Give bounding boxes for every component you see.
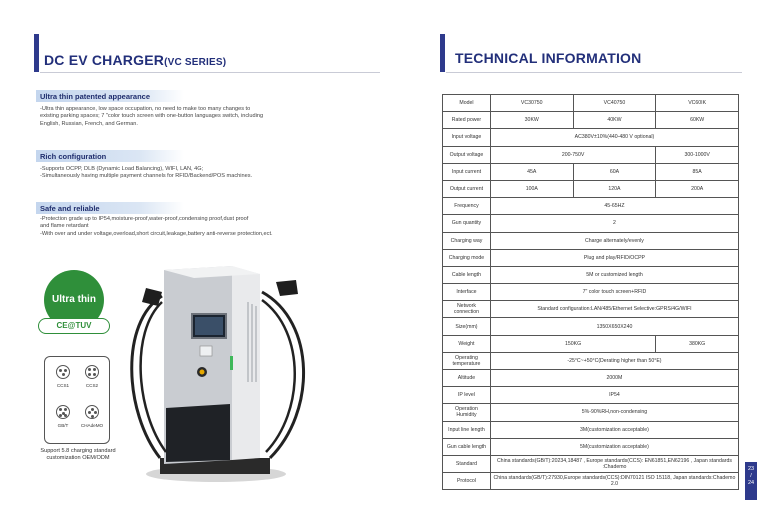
table-cell: 3M(customization acceptable) <box>490 421 738 438</box>
left-title-rule <box>40 72 380 73</box>
row-label: Charging way <box>443 232 491 249</box>
table-cell: Plug and play/RFID/OCPP <box>490 249 738 266</box>
table-cell: IP54 <box>490 387 738 404</box>
chademo-connector-icon <box>85 405 99 419</box>
row-label: Standard <box>443 455 491 472</box>
page-number-tab <box>745 462 757 500</box>
table-cell: 2 <box>490 215 738 232</box>
table-row <box>443 455 739 472</box>
page-number: 24 <box>747 480 755 486</box>
table-cell: 7" color touch screen+RFID <box>490 284 738 301</box>
table-row <box>443 198 739 215</box>
text-line: -Supports OCPP, DLB (Dynamic Load Balancing), WIFI, LAN, 4G; <box>40 166 204 172</box>
table-cell: 150KG <box>490 335 655 352</box>
right-title-rule <box>446 72 742 73</box>
table-row <box>443 232 739 249</box>
row-label: Operating temperature <box>443 352 491 369</box>
table-cell: 100A <box>490 180 573 197</box>
row-label: Output voltage <box>443 146 491 163</box>
title-main: DC EV CHARGER <box>44 52 165 68</box>
table-row <box>443 284 739 301</box>
row-label: Interface <box>443 284 491 301</box>
table-cell: 60KW <box>656 112 739 129</box>
table-cell: 45-65HZ <box>490 198 738 215</box>
table-row <box>443 180 739 197</box>
connector-label: CHAdeMO <box>80 423 104 428</box>
table-cell: 300-1000V <box>656 146 739 163</box>
table-cell: AC380V±10%(440-480 V optional) <box>490 129 738 146</box>
row-label: Altitude <box>443 370 491 387</box>
table-row <box>443 421 739 438</box>
table-cell: 85A <box>656 163 739 180</box>
ccs1-connector-icon <box>56 365 70 379</box>
text-line: English, Russian, French, and German. <box>40 120 138 127</box>
text-line: existing parking spaces; 7 "color touch screen with one-button languages switch, including <box>40 113 264 120</box>
table-row <box>443 318 739 335</box>
connector-caption: Support 5.8 charging standard customization OEM/ODM <box>40 448 116 461</box>
table-cell: 30KW <box>490 112 573 129</box>
table-cell: -25°C~+50°C(Derating higher than 50°E) <box>490 352 738 369</box>
section-text-safe-reliable <box>40 216 302 238</box>
table-row <box>443 352 739 369</box>
row-label: Weight <box>443 335 491 352</box>
table-row <box>443 473 739 490</box>
table-cell: 5%-90%RH,non-condensing <box>490 404 738 421</box>
row-label: Input line length <box>443 421 491 438</box>
table-row <box>443 249 739 266</box>
row-label: Input voltage <box>443 129 491 146</box>
row-label: Size(mm) <box>443 318 491 335</box>
table-cell: 5M(customization acceptable) <box>490 438 738 455</box>
row-label: Model <box>443 95 491 112</box>
table-cell: VC40750 <box>573 95 656 112</box>
row-label: Protocol <box>443 473 491 490</box>
row-label: Operation Humidity <box>443 404 491 421</box>
row-label: IP level <box>443 387 491 404</box>
section-text-rich-config <box>40 166 302 181</box>
row-label: Gun quantity <box>443 215 491 232</box>
table-cell: 5M or customized length <box>490 266 738 283</box>
text-line: -Simultaneously having multiple payment channels for RFID/Backend/POS machines. <box>40 173 253 180</box>
row-label: Output current <box>443 180 491 197</box>
table-row <box>443 387 739 404</box>
connector-label: CCS2 <box>85 383 99 388</box>
table-row <box>443 215 739 232</box>
table-cell: China standards(GB/T):20234,18487 , Europe standards(CCS): EN61851,EN62196 , Japan standards :Chademo <box>490 455 738 472</box>
ev-charger-illustration <box>120 262 320 484</box>
table-cell: 1350X650X240 <box>490 318 738 335</box>
table-cell: China standards(GB/T):27930,Europe standards(CCS):DIN70121 ISO 15118, Japan standards:Chademo 2.0 <box>490 473 738 490</box>
row-label: Charging mode <box>443 249 491 266</box>
row-label: Frequency <box>443 198 491 215</box>
page-number: 23 <box>747 466 755 472</box>
section-text-ultra-thin <box>40 106 302 128</box>
ultra-thin-badge: Ultra thin <box>44 270 104 330</box>
ccs2-connector-icon <box>85 365 99 379</box>
table-cell: 45A <box>490 163 573 180</box>
table-row <box>443 438 739 455</box>
page-separator: / <box>750 473 752 479</box>
row-label: Gun cable length <box>443 438 491 455</box>
table-row <box>443 95 739 112</box>
left-page-title <box>44 52 226 68</box>
cert-badge: CE@TUV <box>38 318 110 334</box>
left-title-accent-bar <box>34 34 39 72</box>
section-heading-rich-config: Rich configuration <box>36 150 184 162</box>
connector-label: CCS1 <box>56 383 70 388</box>
right-title-accent-bar <box>440 34 445 72</box>
table-cell: VC30750 <box>490 95 573 112</box>
table-cell: 40KW <box>573 112 656 129</box>
table-row <box>443 370 739 387</box>
row-label: Rated power <box>443 112 491 129</box>
table-cell: VC60IK <box>656 95 739 112</box>
connector-standards-box <box>44 356 110 444</box>
text-line: and flame retardant <box>40 223 89 230</box>
table-row <box>443 266 739 283</box>
text-line: -With over and under voltage,overload,short circuit,leakage,battery anti-reverse protection,ect. <box>40 230 273 237</box>
table-cell: 200-750V <box>490 146 655 163</box>
table-cell: 2000M <box>490 370 738 387</box>
table-row <box>443 404 739 421</box>
connector-label: GB/T <box>57 423 69 428</box>
table-row <box>443 112 739 129</box>
table-cell: 120A <box>573 180 656 197</box>
text-line: -Ultra thin appearance, low space occupation, no need to make too many changes to <box>40 106 251 112</box>
table-cell: Standard configuration:LAN/485/Ethernet Selective:GPRS/4G/WIFI <box>490 301 738 318</box>
row-label: Input current <box>443 163 491 180</box>
table-row <box>443 129 739 146</box>
title-suffix: (VC SERIES) <box>164 57 227 68</box>
table-row <box>443 146 739 163</box>
table-cell: 60A <box>573 163 656 180</box>
row-label: Cable length <box>443 266 491 283</box>
right-page-title: TECHNICAL INFORMATION <box>455 50 642 66</box>
section-heading-ultra-thin: Ultra thin patented appearance <box>36 90 184 102</box>
row-label: Network connection <box>443 301 491 318</box>
section-heading-safe-reliable: Safe and reliable <box>36 202 184 214</box>
text-line: -Protection grade up to IP54,moisture-proof,water-proof,condensing proof,dust proof <box>40 216 249 222</box>
table-row <box>443 163 739 180</box>
table-row <box>443 335 739 352</box>
technical-information-table <box>442 94 739 490</box>
gbt-connector-icon <box>56 405 70 419</box>
table-row <box>443 301 739 318</box>
table-cell: Charge alternately/evenly <box>490 232 738 249</box>
table-cell: 380KG <box>656 335 739 352</box>
table-cell: 200A <box>656 180 739 197</box>
